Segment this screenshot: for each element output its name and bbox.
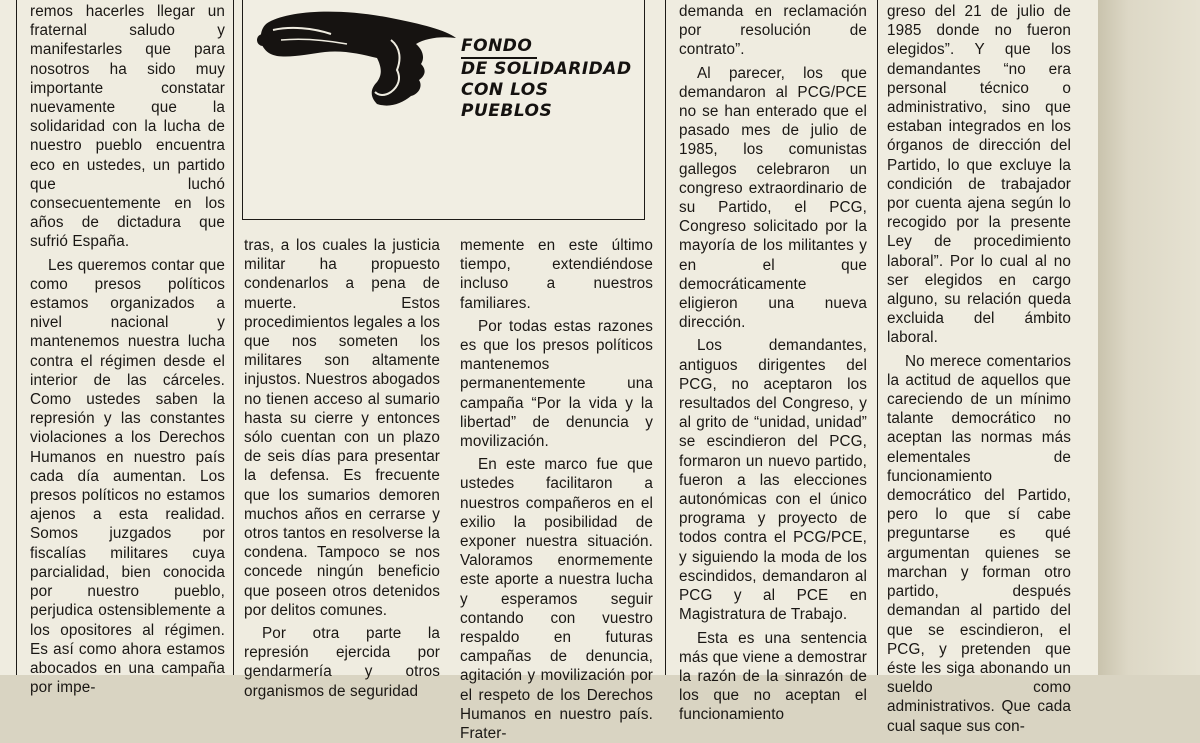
logo-line: CON LOS	[461, 80, 549, 100]
column-rule	[665, 0, 666, 675]
paragraph: demanda en reclamación por resolución de contrato”.	[679, 3, 867, 59]
paragraph: Les queremos contar que como presos políticos estamos organizados a nivel nacional y mantenemos nuestra lucha contra el régimen desde el interior de las cárceles. Como ustedes saben la represión y las constantes violaciones a los Derechos Humanos en nuestro país cada día aumentan. Los presos políticos no estamos ajenos a esta realidad. Somos juzgados por fiscalías militares cuya parcialidad, bien conocida por nuestro pueblo, perjudica ostensiblemente a los opositores al régimen. Es así como ahora estamos abocados en una campaña por impe-	[30, 256, 225, 697]
paragraph: En este marco fue que ustedes facilitaron a nuestros compañeros en el exilio la posibilidad de exponer nuestra situación. Valoramos enormemente este aporte a nuestra lucha y esperamos seguir contando con vuestro respaldo en futuras campañas de denuncia, agitación y movilización por el respeto de los Derechos Humanos en nuestro país. Frater-	[460, 456, 653, 743]
logo-wordmark	[461, 36, 641, 122]
paragraph: Esta es una sentencia más que viene a demostrar la razón de la sinrazón de los que no aceptan el funcionamiento	[679, 629, 867, 724]
profile-head-with-flowing-hair-icon	[251, 0, 471, 120]
paragraph: Al parecer, los que demandaron al PCG/PCE no se han enterado que el pasado mes de julio de 1985, los comunistas gallegos celebraron un congreso extraordinario de su Partido, el PCG, Congreso solicitado por la mayoría de los militantes y en el que democráticamente eligieron una nueva dirección.	[679, 64, 867, 332]
logo-line: FONDO	[461, 36, 537, 59]
article-column-5	[887, 2, 1071, 735]
paragraph: Por otra parte la represión ejercida por gendarmería y otros organismos de seguridad	[244, 625, 440, 700]
solidarity-fund-logo	[242, 0, 645, 220]
paragraph: remos hacerles llegar un fraternal saludo y manifestarles que para nosotros ha sido muy importante constatar nuevamente que la solidaridad con la lucha de nuestro pueblo encuentra eco en ustedes, un partido que luchó consecuentemente en los años de dictadura que sufrió España.	[30, 3, 225, 251]
paragraph: tras, a los cuales la justicia militar ha propuesto condenarlos a pena de muerte. Estos procedimientos legales a los que nos someten los militares son altamente injustos. Nuestros abogados no tienen acceso al sumario hasta su cierre y entonces sólo cuentan con un plazo de seis días para presentar la defensa. Es frecuente que los sumarios demoren muchos años en cerrarse y otros tantos en resolverse la condena. Tampoco se nos concede ningún beneficio que poseen otros detenidos por delitos comunes.	[244, 237, 440, 619]
paragraph: Los demandantes, antiguos dirigentes del PCG, no aceptaron los resultados del Congreso, y al grito de “unidad, unidad” se escindieron del PCG, formaron un nuevo partido, fueron a las elecciones autonómicas con el único programa y proyecto de todos contra el PCG/PCE, y siguiendo la moda de los escindidos, demandaron al PCG y al PCE en Magistratura de Trabajo.	[679, 337, 867, 624]
paragraph: No merece comentarios la actitud de aquellos que careciendo de un mínimo talante democrático no aceptan las normas más elementales de funcionamiento democrático del Partido, pero lo que sí cabe preguntarse es qué argumentan quienes se marchan y forman otro partido, después demandan al partido del que se escindieron, el PCG, y pretenden que éste les siga abonando un sueldo como administrativos. Que cada cual saque sus con-	[887, 352, 1071, 735]
logo-line: PUEBLOS	[461, 101, 553, 121]
column-rule	[16, 0, 17, 675]
paragraph: greso del 21 de julio de 1985 donde no fueron elegidos”. Y que los demandantes “no era personal técnico o administrativo, sino que estaban integrados en los órganos de dirección del Partido, lo que excluye la condición de trabajador por cuenta ajena según lo recogido por la presente Ley de procedimiento laboral”. Por lo cual al no ser elegidos en cargo alguno, su relación queda excluida del ámbito laboral.	[887, 3, 1071, 347]
column-rule	[877, 0, 878, 675]
logo-line: DE SOLIDARIDAD	[461, 59, 632, 79]
article-column-2	[244, 236, 440, 700]
article-column-3	[460, 236, 653, 743]
paragraph: Por todas estas razones es que los presos políticos mantenemos permanentemente una campaña “Por la vida y la libertad” de denuncia y movilización.	[460, 317, 653, 451]
paragraph: memente en este último tiempo, extendiéndose incluso a nuestros familiares.	[460, 237, 653, 312]
page-edge-shadow	[1098, 0, 1200, 675]
article-column-4	[679, 2, 867, 724]
column-rule	[233, 0, 234, 675]
article-column-1	[30, 2, 225, 697]
